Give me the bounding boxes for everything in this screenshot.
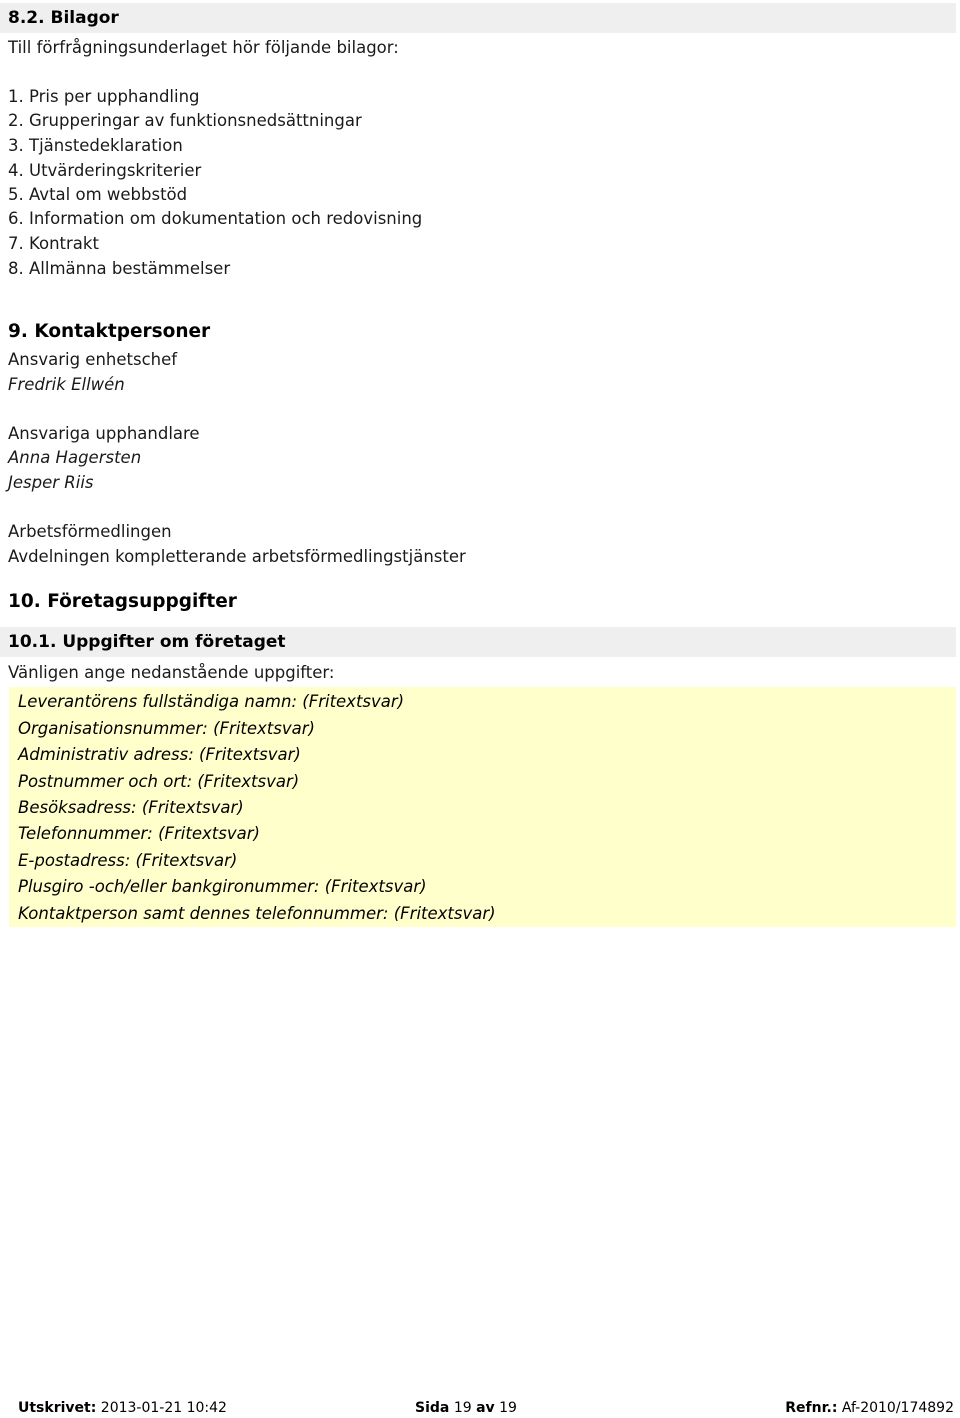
- field-phone: Telefonnummer: (Fritextsvar): [18, 824, 260, 843]
- organization-name: Arbetsförmedlingen: [8, 522, 172, 541]
- attachment-item: 3. Tjänstedeklaration: [8, 136, 183, 155]
- buyer-name: Jesper Riis: [8, 473, 94, 492]
- attachment-item: 6. Information om dokumentation och redovisning: [8, 209, 423, 228]
- footer-page-of: av: [476, 1400, 495, 1416]
- field-contact-person: Kontaktperson samt dennes telefonnummer: (Fritextsvar): [18, 904, 496, 923]
- section-10-1-title: 10.1. Uppgifter om företaget: [0, 627, 956, 657]
- section-10-title: 10. Företagsuppgifter: [8, 591, 237, 612]
- field-email: E-postadress: (Fritextsvar): [18, 851, 238, 870]
- attachment-item: 4. Utvärderingskriterier: [8, 161, 202, 180]
- footer-page-total: 19: [499, 1400, 517, 1416]
- attachment-item: 1. Pris per upphandling: [8, 87, 200, 106]
- section-9-title: 9. Kontaktpersoner: [8, 321, 211, 342]
- section-10-1-instruction: Vänligen ange nedanstående uppgifter:: [8, 663, 335, 682]
- attachment-item: 5. Avtal om webbstöd: [8, 185, 188, 204]
- field-org-number: Organisationsnummer: (Fritextsvar): [18, 719, 315, 738]
- footer-page-label: Sida: [415, 1400, 450, 1416]
- field-admin-address: Administrativ adress: (Fritextsvar): [18, 745, 301, 764]
- field-bank-giro: Plusgiro -och/eller bankgironummer: (Fritextsvar): [18, 877, 427, 896]
- manager-name: Fredrik Ellwén: [8, 375, 125, 394]
- section-8-2-title: 8.2. Bilagor: [0, 3, 956, 33]
- company-info-box: [9, 687, 956, 927]
- footer-ref-label: Refnr.:: [785, 1400, 838, 1416]
- footer-ref-value: Af-2010/174892: [841, 1400, 954, 1416]
- footer-page: [415, 1398, 517, 1418]
- manager-role: Ansvarig enhetschef: [8, 350, 178, 369]
- department-name: Avdelningen kompletterande arbetsförmedlingstjänster: [8, 547, 466, 566]
- footer-printed-label: Utskrivet:: [18, 1400, 97, 1416]
- section-8-2-intro: Till förfrågningsunderlaget hör följande bilagor:: [8, 38, 399, 57]
- footer-printed-value: 2013-01-21 10:42: [100, 1400, 227, 1416]
- field-supplier-name: Leverantörens fullständiga namn: (Fritextsvar): [18, 692, 405, 711]
- footer-page-current: 19: [453, 1400, 472, 1416]
- attachment-item: 2. Grupperingar av funktionsnedsättningar: [8, 111, 362, 130]
- field-postal-code: Postnummer och ort: (Fritextsvar): [18, 772, 300, 791]
- field-visiting-address: Besöksadress: (Fritextsvar): [18, 798, 244, 817]
- attachment-item: 7. Kontrakt: [8, 234, 99, 253]
- footer-printed: [18, 1398, 227, 1418]
- buyers-role: Ansvariga upphandlare: [8, 424, 200, 443]
- footer-reference: [785, 1398, 954, 1418]
- buyer-name: Anna Hagersten: [8, 448, 142, 467]
- attachment-item: 8. Allmänna bestämmelser: [8, 259, 231, 278]
